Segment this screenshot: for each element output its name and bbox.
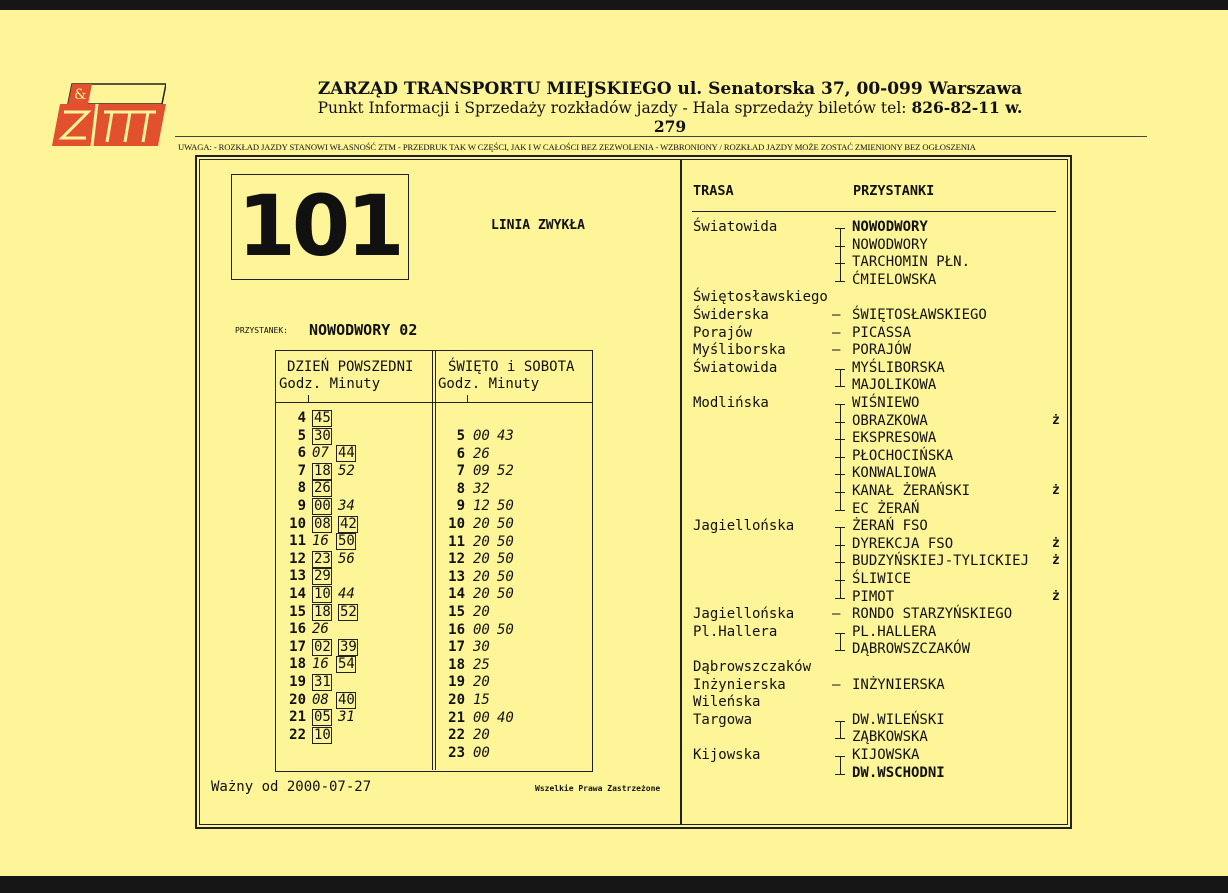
on-request-marker: ż: [1052, 483, 1060, 498]
departure-minute: 44: [338, 586, 355, 602]
departure-minute: 30: [314, 427, 331, 444]
route-stop: ŚLIWICE: [852, 571, 912, 587]
svg-text:&: &: [74, 87, 87, 103]
route-bracket-tick: [835, 633, 845, 634]
route-dash: –: [832, 676, 841, 693]
departure-minute: 25: [473, 656, 490, 673]
route-street: Targowa: [693, 711, 753, 728]
route-stop: PL.HALLERA: [852, 623, 937, 640]
weekday-minutes: [312, 498, 362, 515]
holiday-hour: 12: [448, 551, 465, 568]
departure-minute: 34: [338, 498, 355, 514]
table-header-rule: [275, 402, 592, 403]
departure-minute: 32: [473, 480, 490, 497]
route-bracket-tick: [835, 404, 845, 405]
route-dash: –: [832, 342, 841, 359]
route-bracket-tick: [835, 756, 845, 757]
route-street: Kijowska: [693, 747, 761, 763]
route-bracket-tick: [835, 422, 845, 423]
route-bracket-tick: [835, 510, 845, 511]
holiday-hour: 21: [448, 709, 465, 726]
route-stop: KONWALIOWA: [852, 465, 937, 482]
departure-minute: 40: [497, 709, 514, 726]
holiday-minutes: [473, 692, 497, 708]
departure-minute: 20: [473, 533, 490, 550]
holiday-hour: 10: [448, 516, 465, 532]
departure-minute: 29: [314, 568, 331, 585]
holiday-minutes: [473, 604, 497, 620]
weekday-minutes: [312, 692, 362, 709]
holiday-minutes: [473, 463, 521, 479]
route-stops-header: PRZYSTANKI: [853, 183, 935, 199]
departure-minute: 20: [473, 551, 490, 568]
route-bracket: [840, 228, 841, 281]
route-bracket-tick: [835, 386, 845, 387]
departure-minute: 20: [473, 727, 490, 744]
weekday-minutes: [312, 480, 338, 497]
weekday-minutes: [312, 463, 362, 480]
holiday-minutes: [473, 446, 497, 462]
info-text: Punkt Informacji i Sprzedaży rozkładów jazdy - Hala sprzedaży biletów tel:: [317, 99, 912, 117]
route-stop: OBRAZKOWA: [852, 412, 928, 429]
route-stop: MYŚLIBORSKA: [852, 359, 945, 376]
weekday-minutes: [312, 621, 336, 637]
weekday-hour: 21: [289, 709, 306, 726]
route-stop: EKSPRESOWA: [852, 430, 937, 447]
departure-minute: 00: [473, 709, 490, 726]
departure-minute: 26: [312, 621, 329, 638]
weekday-minutes: [312, 586, 362, 603]
holiday-minutes: [473, 710, 521, 726]
holiday-minutes: [473, 569, 521, 585]
holiday-hour: 19: [448, 674, 465, 691]
departure-minute: 30: [473, 639, 490, 656]
weekday-minutes: [312, 656, 362, 673]
departure-minute: 54: [338, 656, 355, 673]
holiday-minutes: [473, 657, 497, 673]
holiday-subheader: Godz. Minuty: [438, 376, 540, 392]
departure-minute: 20: [473, 516, 490, 532]
departure-minute: 39: [340, 638, 357, 655]
line-type: LINIA ZWYKŁA: [491, 218, 585, 233]
route-stop: PORAJÓW: [852, 342, 912, 359]
weekday-hour: 12: [289, 550, 306, 567]
weekday-minutes: [312, 428, 338, 445]
route-bracket-tick: [835, 598, 845, 599]
holiday-hour: 17: [448, 639, 465, 656]
departure-minute: 15: [473, 692, 490, 708]
weekday-hour: 4: [297, 410, 306, 426]
weekday-minutes: [312, 445, 362, 462]
weekday-hour: 6: [297, 445, 306, 462]
holiday-hour: 14: [448, 586, 465, 603]
route-bracket: [840, 369, 841, 387]
holiday-hour: 13: [448, 568, 465, 585]
route-dash: –: [832, 324, 841, 341]
route-bracket-tick: [835, 774, 845, 775]
weekday-hour: 15: [289, 603, 306, 620]
holiday-minutes: [473, 727, 497, 743]
table-tick: [467, 395, 468, 403]
route-stop: PIMOT: [852, 588, 895, 605]
departure-minute: 50: [497, 621, 514, 638]
route-bracket-tick: [835, 474, 845, 475]
copyright-warning: UWAGA: - ROZKŁAD JAZDY STANOWI WŁASNOŚĆ ZTM - PRZEDRUK TAK W CZĘŚCI, JAK I W CAŁOŚCI BEZ ZEZWOLENIA - WZBRONIONY / ROZKŁAD JAZDY MOŻE ZOSTAĆ ZMIENIONY BEZ OGŁOSZENIA: [178, 142, 976, 152]
valid-from: Ważny od 2000-07-27: [211, 779, 372, 795]
route-dash: –: [832, 307, 841, 323]
holiday-minutes: [473, 586, 521, 602]
header-rule: [175, 136, 1147, 137]
departure-minute: 45: [314, 410, 331, 426]
weekday-minutes: [312, 639, 364, 656]
weekday-header: DZIEŃ POWSZEDNI: [287, 359, 414, 375]
weekday-minutes: [312, 604, 364, 621]
weekday-minutes: [312, 674, 338, 691]
route-bracket-tick: [835, 369, 845, 370]
route-stop: DĄBROWSZCZAKÓW: [852, 641, 971, 658]
info-phone: 826-82-11 w. 279: [653, 98, 1023, 136]
route-street: Inżynierska: [693, 676, 786, 693]
route-bracket-tick: [835, 650, 845, 651]
weekday-hour: 8: [297, 480, 306, 497]
route-stop: RONDO STARZYŃSKIEGO: [852, 606, 1013, 623]
holiday-minutes: [473, 498, 521, 514]
route-stop: NOWODWORY: [852, 219, 928, 235]
departure-minute: 20: [473, 604, 490, 620]
route-street: Myśliborska: [693, 342, 786, 359]
route-stop: KANAŁ ŻERAŃSKI: [852, 483, 971, 499]
route-street-header: TRASA: [693, 183, 734, 199]
stop-label: PRZYSTANEK:: [235, 326, 288, 335]
weekday-hour: 11: [289, 533, 306, 550]
weekday-minutes: [312, 551, 362, 568]
route-bracket-tick: [835, 457, 845, 458]
info-line: [300, 98, 1040, 136]
route-stop: ŚWIĘTOSŁAWSKIEGO: [852, 307, 987, 323]
weekday-hour: 20: [289, 691, 306, 708]
route-bracket: [840, 756, 841, 774]
panel-divider: [680, 159, 682, 824]
route-bracket-tick: [835, 492, 845, 493]
holiday-hour: 16: [448, 621, 465, 638]
weekday-subheader: Godz. Minuty: [279, 376, 381, 392]
route-stop: ŻERAŃ FSO: [852, 518, 928, 535]
route-street: Światowida: [693, 219, 778, 235]
departure-minute: 00: [473, 621, 490, 638]
departure-minute: 23: [314, 550, 331, 567]
holiday-minutes: [473, 639, 497, 655]
route-bracket-tick: [835, 527, 845, 528]
departure-minute: 10: [314, 726, 331, 743]
departure-minute: 00: [473, 428, 490, 444]
holiday-hour: 6: [456, 445, 465, 462]
departure-minute: 10: [314, 586, 331, 602]
weekday-hour: 16: [289, 621, 306, 638]
route-bracket-tick: [835, 721, 845, 722]
route-bracket-tick: [835, 562, 845, 563]
route-bracket: [840, 721, 841, 739]
route-header-rule: [692, 211, 1056, 212]
holiday-hour: 15: [448, 604, 465, 620]
ztm-logo: [52, 82, 166, 148]
route-bracket-tick: [835, 246, 845, 247]
route-stop: EC ŻERAŃ: [852, 500, 920, 517]
route-stop: PŁOCHOCIŃSKA: [852, 447, 954, 464]
route-stop: WIŚNIEWO: [852, 395, 920, 411]
departure-minute: 08: [314, 515, 331, 532]
route-stop: TARCHOMIN PŁN.: [852, 254, 971, 271]
departure-minute: 31: [314, 674, 331, 690]
departure-minute: 18: [314, 462, 331, 479]
departure-minute: 50: [338, 533, 355, 550]
route-bracket-tick: [835, 580, 845, 581]
weekday-hour: 19: [289, 674, 306, 690]
departure-minute: 40: [338, 691, 355, 708]
departure-minute: 26: [314, 480, 331, 497]
departure-minute: 52: [340, 603, 357, 620]
weekday-minutes: [312, 410, 338, 427]
route-street: Światowida: [693, 359, 778, 376]
route-street: Jagiellońska: [693, 606, 795, 623]
route-street: Modlińska: [693, 395, 769, 411]
weekday-hour: 18: [289, 656, 306, 673]
departure-minute: 20: [473, 586, 490, 603]
holiday-hour: 23: [448, 744, 465, 761]
holiday-hour: 22: [448, 727, 465, 744]
departure-minute: 43: [497, 428, 514, 444]
departure-minute: 08: [312, 691, 329, 708]
route-stop: ZĄBKOWSKA: [852, 729, 928, 746]
on-request-marker: ż: [1052, 412, 1060, 428]
departure-minute: 12: [473, 498, 490, 515]
route-bracket-tick: [835, 228, 845, 229]
on-request-marker: ż: [1052, 535, 1060, 551]
weekday-hour: 7: [297, 462, 306, 479]
route-bracket-tick: [835, 545, 845, 546]
rights-reserved: Wszelkie Prawa Zastrzeżone: [535, 784, 661, 793]
table-tick: [308, 395, 309, 403]
departure-minute: 02: [314, 638, 331, 655]
route-bracket-tick: [835, 738, 845, 739]
departure-minute: 20: [473, 674, 490, 691]
line-number: 101: [237, 177, 401, 275]
holiday-hour: 18: [448, 656, 465, 673]
departure-minute: 05: [314, 709, 331, 726]
route-street: Świętosławskiego: [693, 289, 828, 306]
departure-minute: 16: [312, 656, 329, 673]
departure-minute: 52: [338, 462, 355, 479]
route-stop: BUDZYŃSKIEJ-TYLICKIEJ: [852, 553, 1030, 570]
route-stop: DYREKCJA FSO: [852, 535, 954, 552]
departure-minute: 50: [497, 533, 514, 550]
route-bracket: [840, 633, 841, 651]
route-street: Porajów: [693, 324, 753, 341]
weekday-hour: 10: [289, 515, 306, 532]
weekday-minutes: [312, 709, 362, 726]
route-stop: KIJOWSKA: [852, 747, 920, 763]
holiday-header: ŚWIĘTO i SOBOTA: [448, 359, 575, 375]
weekday-minutes: [312, 568, 338, 585]
departure-minute: 50: [497, 551, 514, 568]
departure-minute: 56: [338, 550, 355, 567]
weekday-hour: 17: [289, 638, 306, 655]
route-stop: NOWODWORY: [852, 236, 928, 253]
holiday-hour: 7: [456, 463, 465, 480]
weekday-minutes: [312, 516, 364, 533]
route-stop: PICASSA: [852, 324, 912, 341]
route-street: Pl.Hallera: [693, 623, 778, 640]
departure-minute: 31: [338, 709, 355, 726]
departure-minute: 18: [314, 603, 331, 620]
route-dash: –: [832, 606, 841, 623]
weekday-hour: 22: [289, 726, 306, 743]
route-stop: MAJOLIKOWA: [852, 377, 937, 394]
weekday-minutes: [312, 533, 362, 550]
departure-minute: 50: [497, 498, 514, 515]
holiday-minutes: [473, 516, 521, 532]
holiday-minutes: [473, 534, 521, 550]
holiday-minutes: [473, 622, 521, 638]
departure-minute: 00: [314, 498, 331, 514]
departure-minute: 52: [497, 463, 514, 480]
route-street: Dąbrowszczaków: [693, 659, 812, 675]
holiday-hour: 9: [456, 498, 465, 515]
stop-name: NOWODWORY 02: [309, 321, 418, 339]
route-stop: DW.WILEŃSKI: [852, 711, 945, 728]
holiday-minutes: [473, 428, 521, 444]
holiday-hour: 20: [448, 692, 465, 708]
departure-minute: 50: [497, 568, 514, 585]
departure-minute: 09: [473, 463, 490, 480]
table-divider: [432, 350, 433, 770]
departure-minute: 44: [338, 445, 355, 462]
departure-minute: 00: [473, 744, 490, 761]
departure-minute: 50: [497, 586, 514, 603]
weekday-hour: 9: [297, 498, 306, 514]
departure-minute: 42: [340, 515, 357, 532]
holiday-minutes: [473, 674, 497, 690]
holiday-hour: 11: [448, 533, 465, 550]
route-street: Jagiellońska: [693, 518, 795, 535]
departure-minute: 50: [497, 516, 514, 532]
route-street: Wileńska: [693, 694, 761, 711]
holiday-minutes: [473, 481, 497, 497]
on-request-marker: ż: [1052, 553, 1060, 569]
weekday-minutes: [312, 727, 338, 744]
route-stop: ĆMIELOWSKA: [852, 271, 937, 288]
departure-minute: 20: [473, 568, 490, 585]
route-stop: INŻYNIERSKA: [852, 676, 945, 693]
org-header: ZARZĄD TRANSPORTU MIEJSKIEGO ul. Senatorska 37, 00-099 Warszawa: [317, 79, 1023, 99]
on-request-marker: ż: [1052, 588, 1060, 604]
weekday-hour: 14: [289, 586, 306, 602]
departure-minute: 16: [312, 533, 329, 550]
holiday-minutes: [473, 745, 497, 761]
holiday-hour: 8: [456, 480, 465, 497]
route-stop: DW.WSCHODNI: [852, 764, 945, 781]
weekday-hour: 5: [297, 427, 306, 444]
departure-minute: 07: [312, 445, 329, 462]
route-bracket-tick: [835, 439, 845, 440]
holiday-hour: 5: [456, 428, 465, 444]
holiday-minutes: [473, 551, 521, 567]
weekday-hour: 13: [289, 568, 306, 585]
route-street: Świderska: [693, 307, 769, 323]
route-bracket-tick: [835, 263, 845, 264]
departure-minute: 26: [473, 445, 490, 462]
route-bracket-tick: [835, 281, 845, 282]
